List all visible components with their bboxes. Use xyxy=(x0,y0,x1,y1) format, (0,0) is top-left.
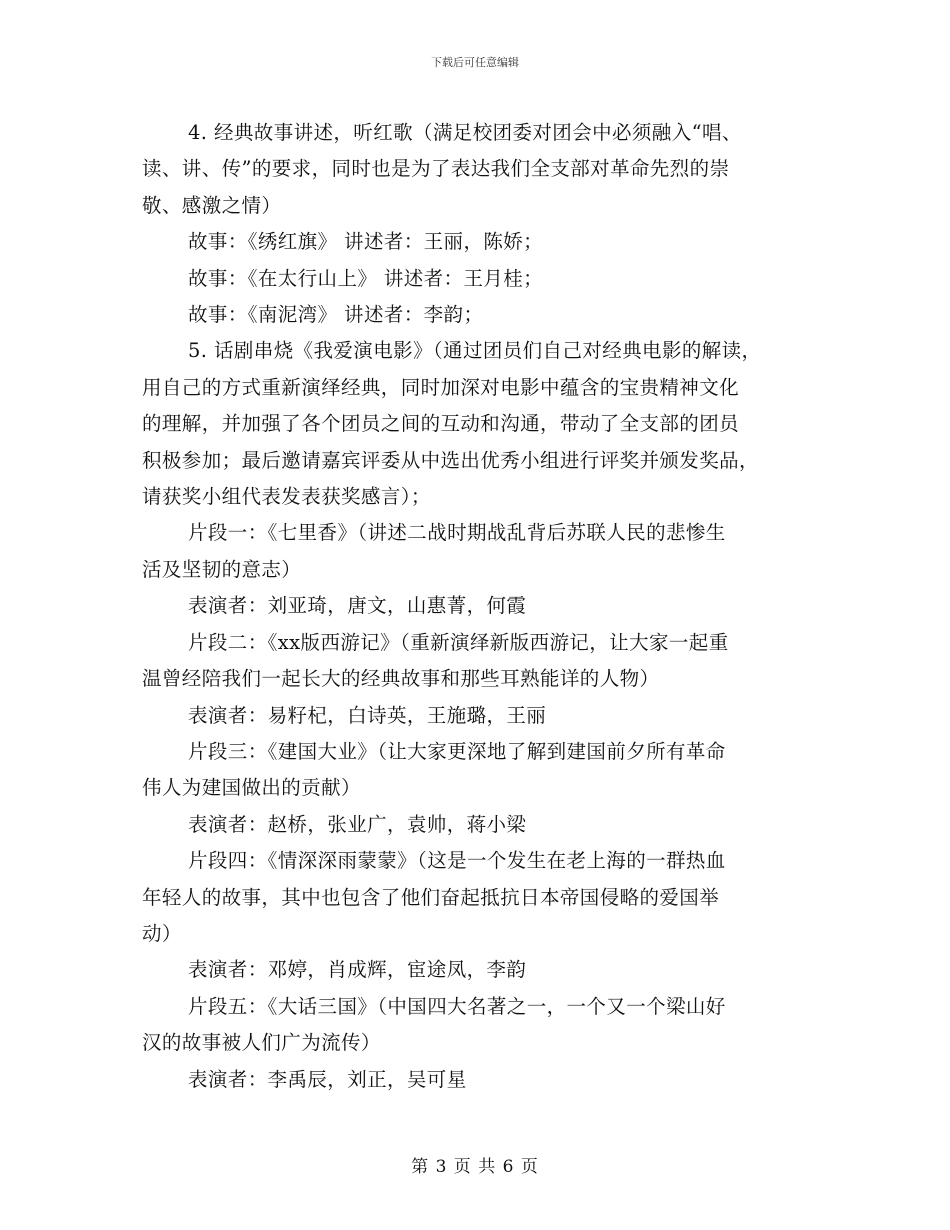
text-line: 表演者：邓婷，肖成辉，宦途凤，李韵 xyxy=(188,958,527,982)
text-line: 活及坚韧的意志） xyxy=(142,557,302,581)
text-line: 片段五：《大话三国》（中国四大名著之一，一个又一个梁山好 xyxy=(188,994,726,1018)
text-line: 请获奖小组代表发表获奖感言）； xyxy=(142,485,431,509)
text-line: 片段一：《七里香》（讲述二战时期战乱背后苏联人民的悲惨生 xyxy=(188,521,726,545)
text-line: 表演者：赵桥，张业广，袁帅，蒋小梁 xyxy=(188,812,527,836)
text-line: 动） xyxy=(142,921,182,945)
text-line: 5. 话剧串烧《我爱演电影》（通过团员们自己对经典电影的解读， xyxy=(188,339,762,363)
text-line: 片段三：《建国大业》（让大家更深地了解到建国前夕所有革命 xyxy=(188,739,726,763)
document-body xyxy=(142,115,808,1098)
text-line: 表演者：易籽杞，白诗英，王施璐，王丽 xyxy=(188,703,547,727)
text-line: 故事：《在太行山上》 讲述者：王月桂； xyxy=(188,266,544,290)
text-line: 片段二：《xx版西游记》（重新演绎新版西游记，让大家一起重 xyxy=(188,630,729,654)
text-line: 温曾经陪我们一起长大的经典故事和那些耳熟能详的人物） xyxy=(142,667,660,691)
text-line: 表演者：刘亚琦，唐文，山惠菁，何霞 xyxy=(188,594,527,618)
page-header: 下载后可任意编辑 xyxy=(431,56,519,69)
text-line: 的理解，并加强了各个团员之间的互动和沟通，带动了全支部的团员 xyxy=(142,412,740,436)
text-line: 表演者：李禹辰，刘正，吴可星 xyxy=(188,1067,467,1091)
text-line: 伟人为建国做出的贡献） xyxy=(142,776,361,800)
text-line: 汉的故事被人们广为流传） xyxy=(142,1031,381,1055)
text-line: 片段四：《情深深雨蒙蒙》（这是一个发生在老上海的一群热血 xyxy=(188,849,726,873)
text-line: 故事：《绣红旗》 讲述者：王丽，陈娇； xyxy=(188,230,544,254)
text-line: 读、讲、传”的要求，同时也是为了表达我们全支部对革命先烈的崇 xyxy=(142,157,730,181)
text-line: 用自己的方式重新演绎经典，同时加深对电影中蕴含的宝贵精神文化 xyxy=(142,375,740,399)
text-line: 积极参加；最后邀请嘉宾评委从中选出优秀小组进行评奖并颁发奖品， xyxy=(142,448,759,472)
page-footer: 第 3 页 共 6 页 xyxy=(411,1157,539,1177)
text-line: 4. 经典故事讲述，听红歌（满足校团委对团会中必须融入“唱、 xyxy=(188,121,742,144)
text-line: 年轻人的故事，其中也包含了他们奋起抵抗日本帝国侵略的爱国举 xyxy=(142,885,720,909)
text-line: 敬、感激之情） xyxy=(142,193,282,217)
text-line: 故事：《南泥湾》 讲述者：李韵； xyxy=(188,303,484,327)
